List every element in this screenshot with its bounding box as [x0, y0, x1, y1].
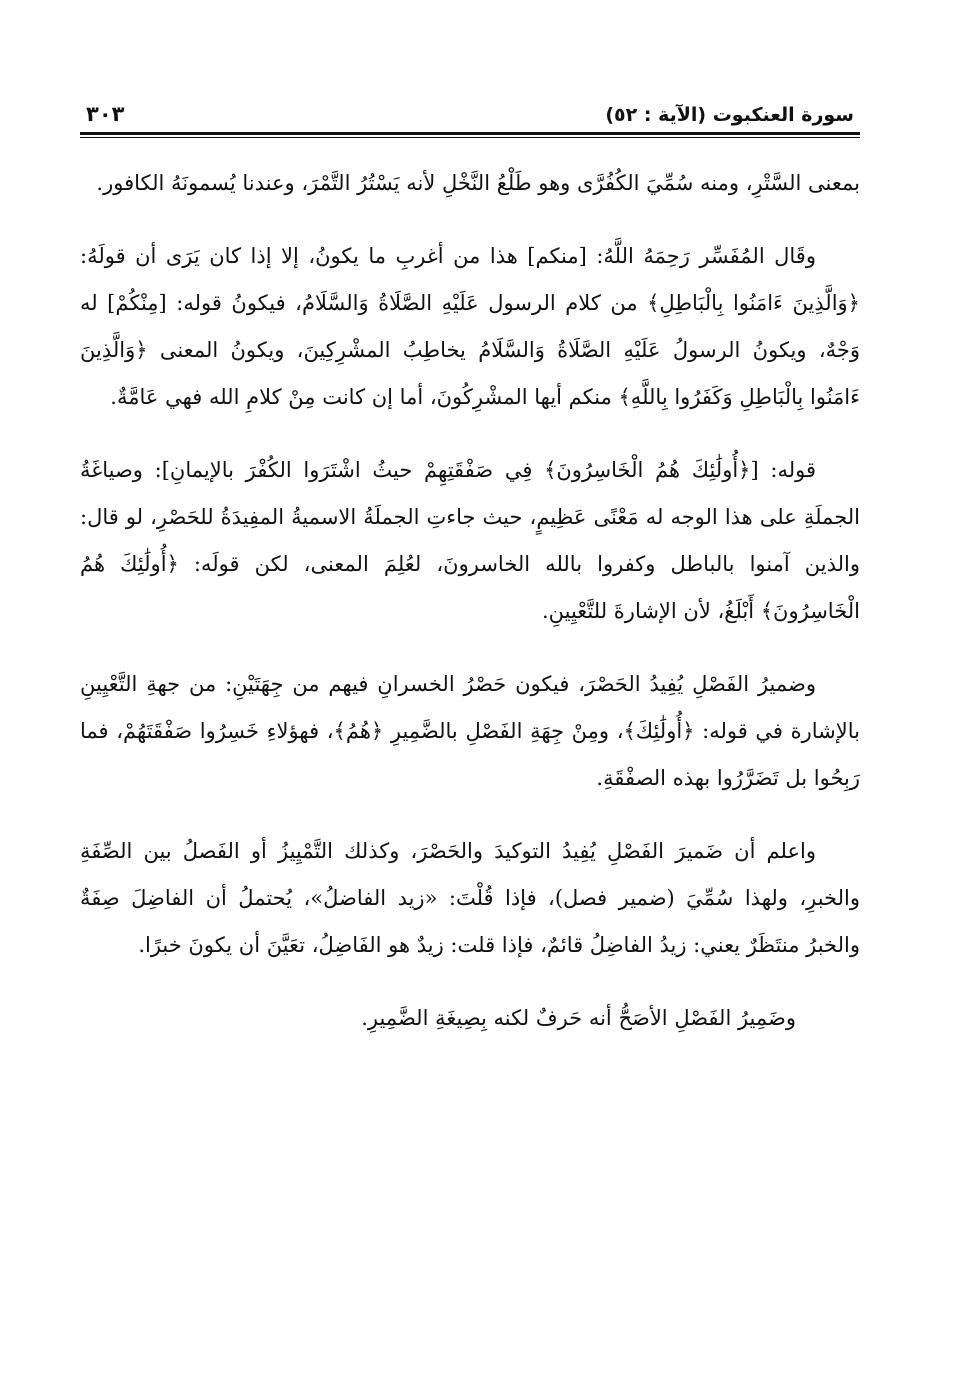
header-rule-thick: [80, 132, 860, 135]
paragraph-2: وقَال المُفَسِّر رَحِمَهُ اللَّهُ: [منكم] هذا من أغربِ ما يكونُ، إلا إذا كان يَرَى أن قولَهُ: ﴿وَالَّذِينَ ءَامَنُوا بِالْبَاطِلِ﴾ من كلام الرسول عَلَيْهِ الصَّلَاةُ وَالسَّلَامُ، فيكونُ قوله: [مِنْكُمْ] له وَجْهٌ، ويكونُ الرسولُ عَلَيْهِ الصَّلَاةُ وَالسَّلَامُ يخاطِبُ المشْرِكِينَ، ويكونُ المعنى ﴿وَالَّذِينَ ءَامَنُوا بِالْبَاطِلِ وَكَفَرُوا بِاللَّهِ﴾ منكم أيها المشْرِكُونَ، أما إن كانت مِنْ كلامِ الله فهي عَامَّةٌ.: [80, 244, 860, 409]
page-header: [80, 90, 860, 126]
running-title: سورة العنكبوت (الآية : ٥٢): [605, 104, 854, 126]
page: [80, 90, 860, 1068]
header-rule-thin: [80, 137, 860, 138]
paragraph-1: بمعنى السَّتْرِ، ومنه سُمِّيَ الكُفُرَّى وهو طَلْعُ النَّخْلِ لأنه يَسْتُرُ التَّمْرَ، وعندنا يُسمونَهُ الكافور.: [96, 171, 860, 195]
page-body: [80, 160, 860, 1042]
paragraph-3: قوله: [﴿أُولَٰئِكَ هُمُ الْخَاسِرُونَ﴾ فِي صَفْقَتِهِمْ حيثُ اشْتَرَوا الكُفْرَ بالإيمانِ]: وصياغَةُ الجملَةِ على هذا الوجه له مَعْنًى عَظِيمٍ، حيث جاءتِ الجملَةُ الاسميةُ المفِيدَةُ للحَصْرِ، لو قال: والذين آمنوا بالباطل وكفروا بالله الخاسرونَ، لعُلِمَ المعنى، لكن قولَه: ﴿أُولَٰئِكَ هُمُ الْخَاسِرُونَ﴾ أَبْلَغُ، لأن الإشارةَ للتَّعْيِينِ.: [80, 458, 860, 623]
paragraph-6: وضَمِيرُ الفَصْلِ الأصَحُّ أنه حَرفٌ لكنه بِصِيغَةِ الضَّمِيرِ.: [361, 1006, 796, 1030]
paragraph-5: واعلم أن ضَميرَ الفَصْلِ يُفِيدُ التوكيدَ والحَصْرَ، وكذلك التَّمْيِيزُ أو الفَصلُ بين الصِّفَةِ والخبرِ، ولهذا سُمِّيَ (ضمير فصل)، فإذا قُلْتَ: «زيد الفاضلُ»، يُحتملُ أن الفاضِلَ صِفَةٌ والخبرُ منتَظَرٌ يعني: زيدُ الفاضِلُ قائمٌ، فإذا قلت: زيدٌ هو الفَاضِلُ، تعَيَّنَ أن يكونَ خبرًا.: [80, 839, 860, 957]
page-number: ٣٠٣: [86, 102, 125, 126]
paragraph-4: وضميرُ الفَصْلِ يُفِيدُ الحَصْرَ، فيكون حَصْرُ الخسرانِ فيهم من جِهَتَيْنِ: من جهةِ التَّعْيِينِ بالإشارة في قوله: ﴿أُولَٰئِكَ﴾، ومِنْ جِهَةِ الفَصْلِ بالضَّمِيرِ ﴿هُمُ﴾، فهؤلاءِ خَسِرُوا صَفْقَتَهُمْ، فما رَبِحُوا بل تَضَرَّرُوا بهذه الصفْقَةِ.: [80, 672, 860, 790]
